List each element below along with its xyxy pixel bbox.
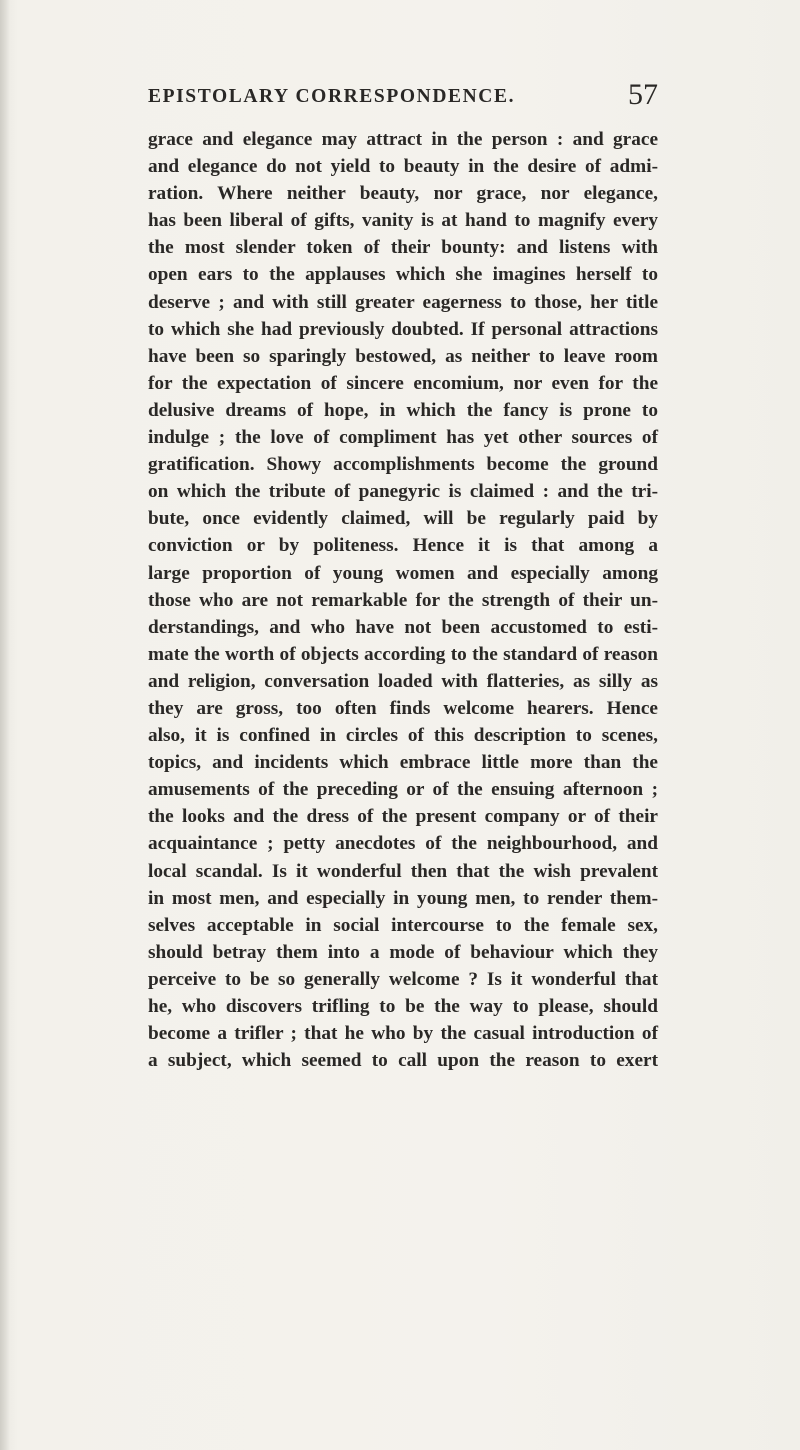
text-line: conviction or by politeness. Hence it is that among a <box>148 535 658 557</box>
page-number: 57 <box>628 78 658 111</box>
text-line: ration. Where neither beauty, nor grace, nor elegance, <box>148 183 658 205</box>
text-line: those who are not remarkable for the strength of their un- <box>148 589 658 611</box>
text-line: in most men, and especially in young men, to render them- <box>148 887 658 909</box>
text-line: selves acceptable in social intercourse to the female sex, <box>148 914 658 936</box>
text-line: become a trifler ; that he who by the casual introduction of <box>148 1023 658 1045</box>
body-text <box>148 126 658 1074</box>
text-line: grace and elegance may attract in the person : and grace <box>148 129 658 150</box>
text-line: on which the tribute of panegyric is claimed : and the tri- <box>148 481 658 503</box>
text-line: they are gross, too often finds welcome hearers. Hence <box>148 697 658 719</box>
text-line: also, it is confined in circles of this description to scenes, <box>148 725 658 747</box>
text-line: and religion, conversation loaded with flatteries, as silly as <box>148 670 658 692</box>
running-title: EPISTOLARY CORRESPONDENCE. <box>148 86 516 107</box>
page-gutter-shadow <box>0 0 10 1450</box>
text-line: topics, and incidents which embrace little more than the <box>148 752 658 774</box>
running-head <box>148 78 658 118</box>
text-line: the most slender token of their bounty: and listens with <box>148 237 658 259</box>
text-line: mate the worth of objects according to the standard of reason <box>148 643 658 665</box>
text-line: for the expectation of sincere encomium, nor even for the <box>148 372 658 394</box>
text-line: to which she had previously doubted. If personal attractions <box>148 318 658 340</box>
text-line: local scandal. Is it wonderful then that the wish prevalent <box>148 860 658 882</box>
text-line: has been liberal of gifts, vanity is at hand to magnify every <box>148 210 658 232</box>
text-line: amusements of the preceding or of the ensuing afternoon ; <box>148 779 658 801</box>
text-line: have been so sparingly bestowed, as neither to leave room <box>148 345 658 367</box>
text-line: deserve ; and with still greater eagerness to those, her title <box>148 291 658 313</box>
text-line: large proportion of young women and especially among <box>148 562 658 584</box>
text-line: delusive dreams of hope, in which the fancy is prone to <box>148 399 658 421</box>
text-line: should betray them into a mode of behaviour which they <box>148 941 658 963</box>
text-line: a subject, which seemed to call upon the reason to exert <box>148 1050 658 1072</box>
text-line: open ears to the applauses which she imagines herself to <box>148 264 658 286</box>
text-line: bute, once evidently claimed, will be regularly paid by <box>148 508 658 530</box>
text-line: indulge ; the love of compliment has yet other sources of <box>148 427 658 449</box>
text-line: perceive to be so generally welcome ? Is it wonderful that <box>148 968 658 990</box>
text-line: the looks and the dress of the present company or of their <box>148 806 658 828</box>
text-line: and elegance do not yield to beauty in the desire of admi- <box>148 156 658 178</box>
text-line: he, who discovers trifling to be the way to please, should <box>148 996 658 1017</box>
text-line: acquaintance ; petty anecdotes of the neighbourhood, and <box>148 833 658 855</box>
text-line: gratification. Showy accomplishments become the ground <box>148 454 658 476</box>
text-line: derstandings, and who have not been accustomed to esti- <box>148 616 658 638</box>
